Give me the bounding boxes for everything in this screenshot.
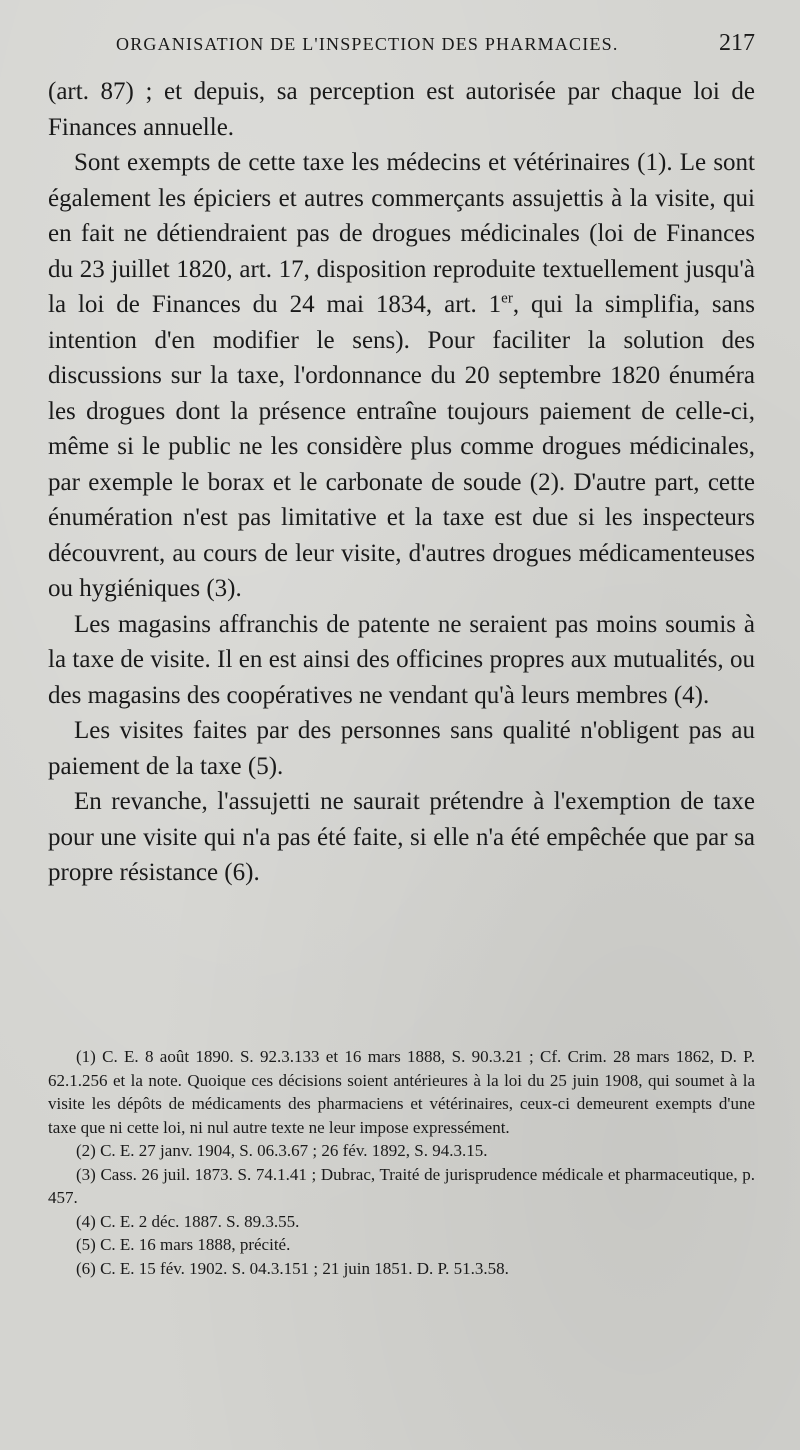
paragraph-4: Les visites faites par des personnes sans qualité n'obligent pas au paiement de la taxe (5). xyxy=(48,717,755,780)
paragraph-1: (art. 87) ; et depuis, sa perception est autorisée par chaque loi de Finances annuelle. xyxy=(48,78,755,141)
paragraph-2-part-b: , qui la simplifia, sans intention d'en modifier le sens). Pour faciliter la solution des discussions sur la taxe, l'ordonnance du 20 septembre 1820 énuméra les drogues dont la présence entraîne toujours paiement de celle-ci, même si le public ne les considère plus comme drogues médicinales, par exemple le borax et le carbonate de soude (2). D'autre part, cette énumération n'est pas limitative et la taxe est due si les inspecteurs découvrent, au cours de leur visite, d'autres drogues médicamenteuses ou hygiéniques (3). xyxy=(48,291,755,602)
page-number: 217 xyxy=(719,30,755,56)
footnote-2: (2) C. E. 27 janv. 1904, S. 06.3.67 ; 26 fév. 1892, S. 94.3.15. xyxy=(76,1141,488,1160)
footnote-4: (4) C. E. 2 déc. 1887. S. 89.3.55. xyxy=(76,1211,300,1231)
running-title: ORGANISATION DE L'INSPECTION DES PHARMACIES. xyxy=(116,34,619,54)
paragraph-2-part-a: Sont exempts de cette taxe les médecins et vétérinaires (1). Le sont également les épiciers et autres commerçants assujettis à la visite, qui en fait ne détiendraient pas de drogues médicinales (loi de Finances du 23 juillet 1820, art. 17, disposition reproduite textuellement jusqu'à la loi de Finances du 24 mai 1834, art. 1 xyxy=(48,149,755,318)
body-text xyxy=(48,74,755,891)
footnote-3: (3) Cass. 26 juil. 1873. S. 74.1.41 ; Dubrac, Traité de jurisprudence médicale et pharmaceutique, p. 457. xyxy=(48,1164,755,1207)
running-head xyxy=(48,30,755,74)
footnote-6: (6) C. E. 15 fév. 1902. S. 04.3.151 ; 21 juin 1851. D. P. 51.3.58. xyxy=(76,1258,509,1278)
footnote-5: (5) C. E. 16 mars 1888, précité. xyxy=(76,1235,291,1254)
paragraph-3: Les magasins affranchis de patente ne seraient pas moins soumis à la taxe de visite. Il en est ainsi des officines propres aux mutualités, ou des magasins des coopératives ne vendant qu'à leurs membres (4). xyxy=(48,610,755,709)
paragraph-2 xyxy=(48,145,755,607)
paragraph-5: En revanche, l'assujetti ne saurait prétendre à l'exemption de taxe pour une visite qui n'a pas été faite, si elle n'a été empêchée que par sa propre résistance (6). xyxy=(48,788,755,886)
footnotes xyxy=(48,1045,755,1280)
footnote-1: (1) C. E. 8 août 1890. S. 92.3.133 et 16 mars 1888, S. 90.3.21 ; Cf. Crim. 28 mars 1862, D. P. 62.1.256 et la note. Quoique ces décisions soient antérieures à la loi du 25 juin 1908, qui soumet à la visite les dépôts de médicaments des pharmaciens et vétérinaires, ceux-ci demeurent exempts d'une taxe que ni cette loi, ni nul autre texte ne leur impose expressément. xyxy=(48,1047,755,1137)
superscript-er: er xyxy=(501,290,513,307)
